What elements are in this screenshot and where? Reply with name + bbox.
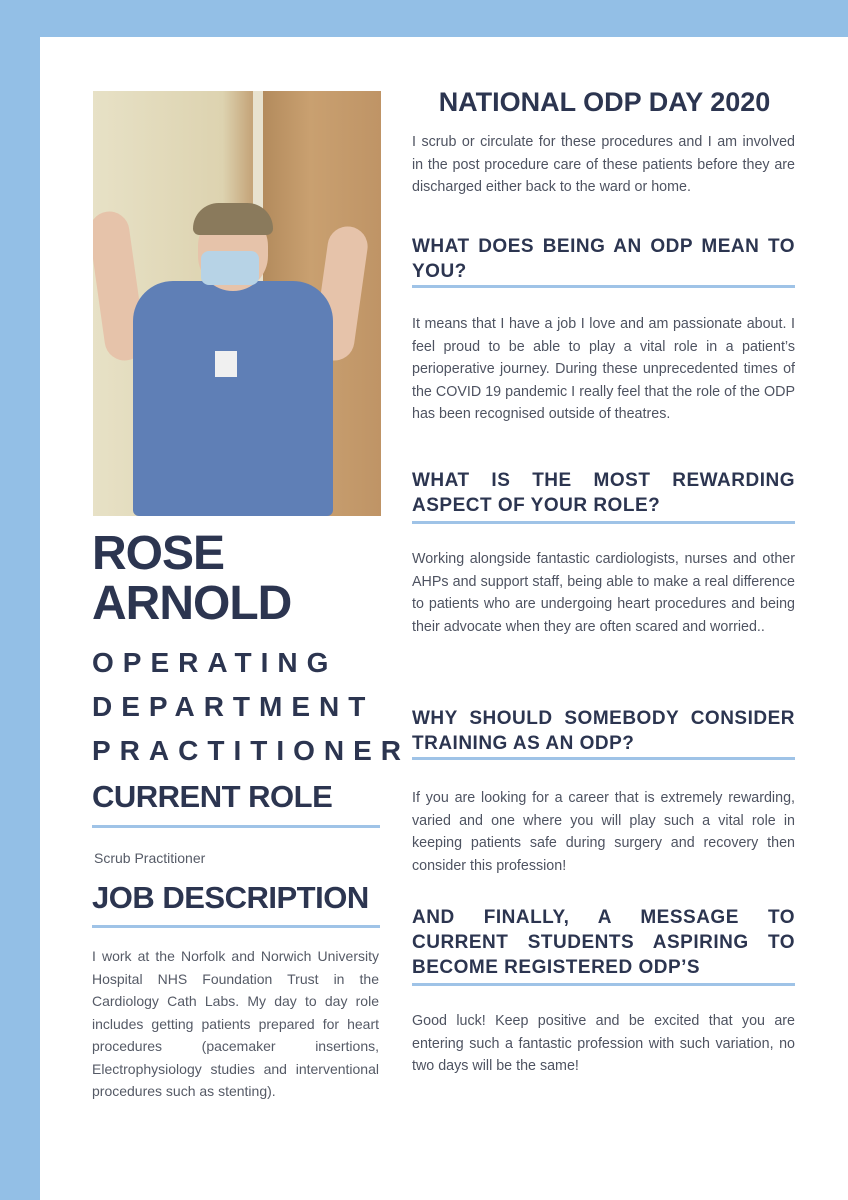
scrubs-shape xyxy=(133,281,333,516)
current-role-text: Scrub Practitioner xyxy=(94,850,206,866)
first-name: ROSE xyxy=(92,527,225,580)
answer-odp-meaning: It means that I have a job I love and am passionate about. I feel proud to be able to play a vital role in a patient’s perioperative journey. During these unprecedented times of the COVID 19 pandemic I really feel that the role of the ODP has been recognised outside of theatres. xyxy=(412,316,795,422)
person-name xyxy=(92,529,291,629)
job-title xyxy=(92,641,410,773)
question-rule-1 xyxy=(412,285,795,288)
question-message-students: AND FINALLY, A MESSAGE TO CURRENT STUDENTS ASPIRING TO BECOME REGISTERED ODP’S xyxy=(412,907,795,978)
page-title: NATIONAL ODP DAY 2020 xyxy=(438,87,771,117)
face-mask-shape xyxy=(201,251,259,285)
question-rewarding: WHAT IS THE MOST REWARDING ASPECT OF YOUR ROLE? xyxy=(412,470,795,516)
answer-message-students: Good luck! Keep positive and be excited that you are entering such a fantastic profession with such variation, no two days will be the same! xyxy=(412,1013,795,1074)
page xyxy=(40,37,848,1200)
last-name: ARNOLD xyxy=(92,577,292,630)
portrait-photo xyxy=(93,91,381,516)
scrub-cap-shape xyxy=(193,203,273,235)
question-rule-4 xyxy=(412,983,795,986)
job-description-heading: JOB DESCRIPTION xyxy=(92,880,369,915)
job-description-text: I work at the Norfolk and Norwich University Hospital NHS Foundation Trust in the Cardiology Cath Labs. My day to day role includes getting patients prepared for heart procedures (pacemaker insertions, Electrophysiology studies and interventional procedures such as stenting). xyxy=(92,948,379,1099)
intro-text: I scrub or circulate for these procedures and I am involved in the post procedure care of these patients before they are discharged either back to the ward or home. xyxy=(412,134,795,195)
question-rule-2 xyxy=(412,521,795,524)
question-consider-training: WHY SHOULD SOMEBODY CONSIDER TRAINING AS AN ODP? xyxy=(412,708,795,754)
answer-rewarding: Working alongside fantastic cardiologists, nurses and other AHPs and support staff, being able to make a real difference to patients who are undergoing heart procedures and being their advocate when they are often scared and worried.. xyxy=(412,551,795,635)
job-description-rule xyxy=(92,925,380,928)
job-title-line1: OPERATING xyxy=(92,647,338,678)
job-title-line2: DEPARTMENT xyxy=(92,691,375,722)
current-role-rule xyxy=(92,825,380,828)
question-odp-meaning: WHAT DOES BEING AN ODP MEAN TO YOU? xyxy=(412,236,795,282)
question-rule-3 xyxy=(412,757,795,760)
job-title-line3: PRACTITIONER xyxy=(92,735,410,766)
answer-consider-training: If you are looking for a career that is extremely rewarding, varied and one where you will play such a vital role in keeping patients safe during surgery and recovery then consider this profession! xyxy=(412,790,795,874)
id-badge-shape xyxy=(215,351,237,377)
current-role-heading: CURRENT ROLE xyxy=(92,779,333,814)
